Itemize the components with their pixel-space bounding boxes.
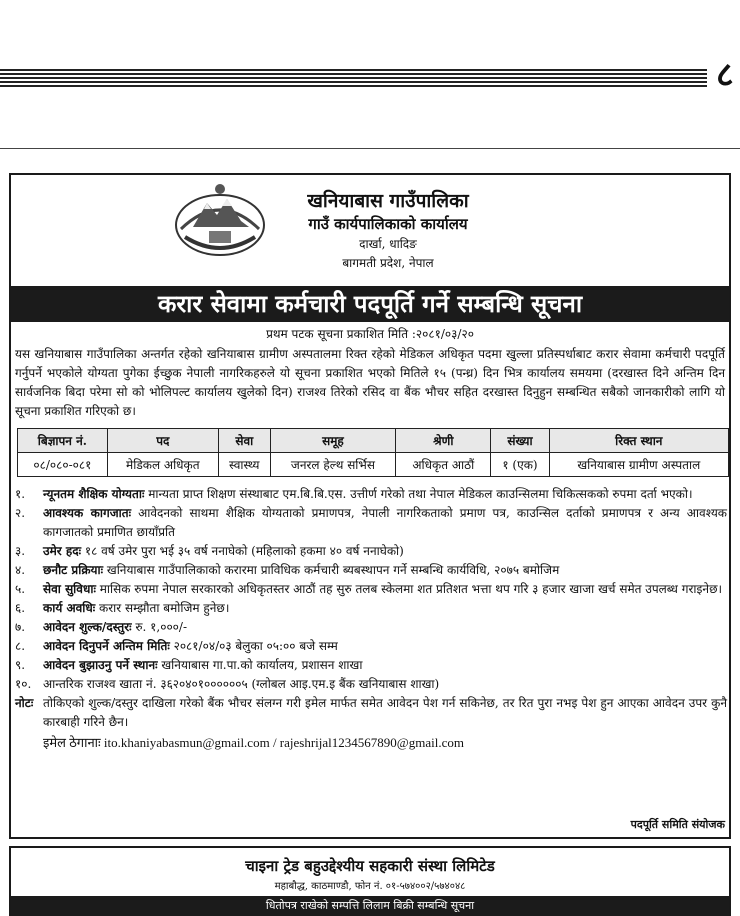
item-number: १. — [15, 487, 26, 501]
next-org-name: चाइना ट्रेड बहुउद्देश्यीय सहकारी संस्था लिमिटेड — [245, 857, 495, 875]
org-header — [273, 189, 503, 273]
vacancy-table — [17, 428, 729, 477]
list-item — [15, 485, 727, 504]
publication-date: प्रथम पटक सूचना प्रकाशित मिति :२०८१/०३/२० — [266, 327, 474, 341]
next-notice-box — [9, 846, 731, 916]
col-header: श्रेणी — [396, 429, 491, 453]
col-header: रिक्त स्थान — [549, 429, 728, 453]
list-item — [15, 637, 727, 656]
note-label: नोटः — [15, 696, 34, 710]
col-header: संख्या — [491, 429, 549, 453]
list-item — [15, 561, 727, 580]
item-label: आवेदन दिनुपर्ने अन्तिम मितिः — [43, 639, 170, 653]
item-number: ३. — [15, 544, 26, 558]
intro-paragraph: यस खनियाबास गाउँपालिका अन्तर्गत रहेको खनियाबास ग्रामीण अस्पतालमा रिक्त रहेको मेडिकल अधिकृत पदमा खुल्ला प्रतिस्पर्धाबाट करार सेवामा कर्मचारी पदपूर्ति गर्नुपर्ने भएकोले योग्यता पुगेका ईच्छुक नेपाली नागरिकहरुले यो सूचना प्रकाशित भएको मितिले १५ (पन्ध्र) दिन भित्र कार्यालय समयमा (दरखास्त दिने अन्तिम दिन सार्वजनिक बिदा परेमा सो को भोलिपल्ट कार्यालय खुलेको दिन) राजश्व तिरेको रसिद वा बैंक भौचर सहित दरखास्त दिनुहुन सम्बन्धित सबैको जानकारीको लागि यो सूचना प्रकाशित गरिएको छ। — [15, 347, 725, 418]
table-cell: १ (एक) — [491, 453, 549, 477]
next-org-address: महाबौद्ध, काठमाण्डौ, फोन नं. ०१-५७४००२/५७४०४८ — [274, 881, 466, 892]
item-label: न्यूनतम शैक्षिक योग्यताः — [43, 487, 145, 501]
table-cell: खनियाबास ग्रामीण अस्पताल — [549, 453, 728, 477]
item-number: २. — [15, 506, 26, 520]
list-item — [15, 580, 727, 599]
item-label: कार्य अवधिः — [43, 601, 96, 615]
item-text: खनियाबास गा.पा.को कार्यालय, प्रशासन शाखा — [157, 658, 363, 672]
item-label: छनौट प्रक्रियाः — [43, 563, 104, 577]
table-cell: अधिकृत आठौं — [396, 453, 491, 477]
item-label: आवेदन बुझाउनु पर्ने स्थानः — [43, 658, 158, 672]
office-name: गाउँ कार्यपालिकाको कार्यालय — [308, 215, 468, 233]
item-text: करार सम्झौता बमोजिम हुनेछ। — [95, 601, 230, 615]
address-line-1: दार्खा, धादिङ — [359, 237, 417, 251]
item-number: ५. — [15, 582, 26, 596]
notice-box — [9, 173, 731, 839]
table-cell: ०८/०८०-०८१ — [18, 453, 108, 477]
item-number: ७. — [15, 620, 26, 634]
item-number: ६. — [15, 601, 26, 615]
item-text: आन्तरिक राजश्व खाता नं. ३६२०४०१००००००५ (ग्लोबल आइ.एम.इ बैंक खनियाबास शाखा) — [43, 677, 440, 691]
item-text: मासिक रुपमा नेपाल सरकारको अधिकृतस्तर आठौं तह सुरु तलब स्केलमा शत प्रतिशत भत्ता थप गरि ३ हजार खाजा खर्च समेत उपलब्ध गराइनेछ। — [95, 582, 723, 596]
item-number: ८. — [15, 639, 26, 653]
item-text: १८ वर्ष उमेर पुरा भई ३५ वर्ष ननाघेको (महिलाको हकमा ४० वर्ष ननाघेको) — [81, 544, 404, 558]
list-item — [15, 618, 727, 637]
item-number: १०. — [15, 677, 32, 691]
signature: पदपूर्ति समिति संयोजक — [630, 818, 725, 831]
table-row — [18, 453, 729, 477]
item-number: ४. — [15, 563, 26, 577]
notice-title: करार सेवामा कर्मचारी पदपूर्ति गर्ने सम्बन्धि सूचना — [11, 286, 729, 322]
header-rules — [0, 69, 707, 89]
table-cell: स्वास्थ्य — [218, 453, 270, 477]
item-number: ९. — [15, 658, 26, 672]
item-text: खनियाबास गाउँपालिकाको करारमा प्राविधिक कर्मचारी ब्यबस्थापन गर्ने सम्बन्धि कार्यविधि, २०७५ बमोजिम — [103, 563, 560, 577]
org-name: खनियाबास गाउँपालिका — [307, 190, 469, 212]
list-item — [15, 542, 727, 561]
item-text: रु. १,०००/- — [131, 620, 188, 634]
col-header: पद — [107, 429, 218, 453]
col-header: समूह — [270, 429, 396, 453]
table-header-row — [18, 429, 729, 453]
note-item — [15, 694, 727, 732]
item-text: आवेदनको साथमा शैक्षिक योग्यताको प्रमाणपत्र, नेपाली नागरिकताको प्रमाण पत्र, काउन्सिल दर्ताको प्रमाणपत्र र अन्य आवश्यक कागजातको प्रमाणित छायाँप्रति — [43, 506, 728, 539]
address-line-2: बागमती प्रदेश, नेपाल — [342, 256, 434, 270]
item-label: सेवा सुविधाः — [43, 582, 96, 596]
item-text: २०८१/०४/०३ बेलुका ०५:०० बजे सम्म — [169, 639, 338, 653]
next-notice-strip: धितोपत्र राखेको सम्पत्ति लिलाम बिक्री सम्बन्धि सूचना — [11, 896, 729, 916]
separator-line — [0, 148, 740, 149]
table-cell: जनरल हेल्थ सर्भिस — [270, 453, 396, 477]
table-cell: मेडिकल अधिकृत — [107, 453, 218, 477]
list-item — [15, 599, 727, 618]
page-number: ८ — [716, 55, 734, 95]
item-label: आवश्यक कागजातः — [43, 506, 132, 520]
email-line: इमेल ठेगानाः ito.khaniyabasmun@gmail.com / rajeshrijal1234567890@gmail.com — [43, 735, 464, 750]
item-label: उमेर हदः — [43, 544, 82, 558]
item-text: तोकिएको शुल्क/दस्तुर दाखिला गरेको बैंक भौचर संलग्न गरी इमेल मार्फत समेत आवेदन पेश गर्न सकिनेछ, तर रित पुरा नभइ पेश हुन आएका आवेदन उपर कुनै कारबाही गरिने छैन। — [43, 696, 727, 729]
list-item — [15, 675, 727, 694]
conditions-list — [15, 485, 727, 754]
list-item — [15, 504, 727, 542]
list-item — [15, 656, 727, 675]
col-header: सेवा — [218, 429, 270, 453]
item-label: आवेदन शुल्क/दस्तुरः — [43, 620, 132, 634]
nepal-emblem-icon — [171, 181, 269, 261]
col-header: बिज्ञापन नं. — [18, 429, 108, 453]
item-text: मान्यता प्राप्त शिक्षण संस्थाबाट एम.बि.बि.एस. उत्तीर्ण गरेको तथा नेपाल मेडिकल काउन्सिलमा चिकित्सकको रुपमा दर्ता भएको। — [144, 487, 693, 501]
